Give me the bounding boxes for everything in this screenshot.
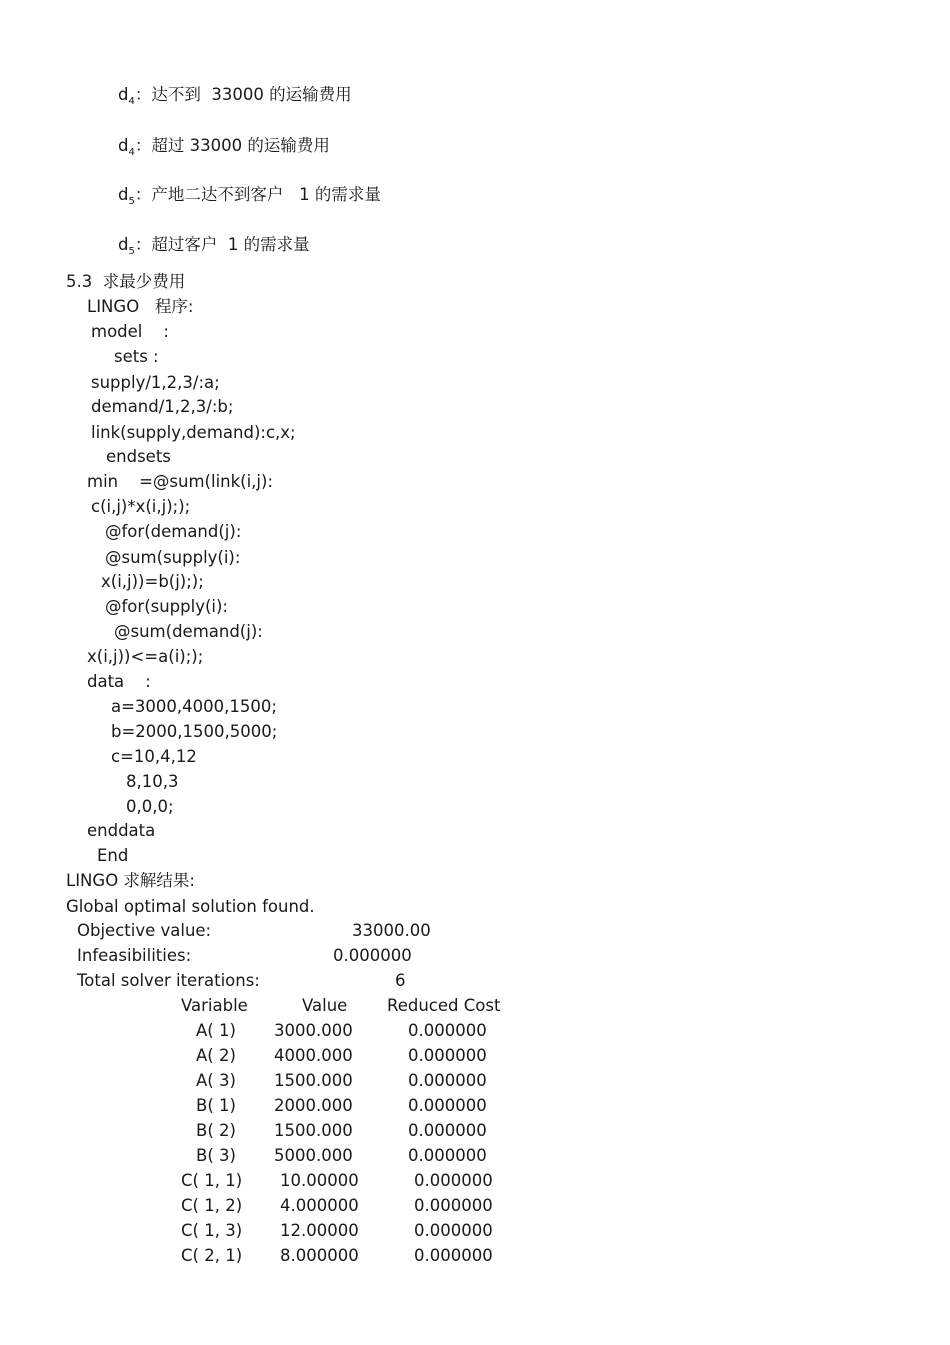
value-cell: 12.00000 xyxy=(280,1221,359,1240)
result-status: Global optimal solution found. xyxy=(66,897,315,916)
variable-cell: C( 2, 1) xyxy=(181,1246,243,1265)
definition-subscript: 5 xyxy=(128,196,135,207)
summary-value: 33000.00 xyxy=(352,921,431,940)
reduced-cost-cell: 0.000000 xyxy=(408,1096,487,1115)
table-header-variable: Variable xyxy=(181,996,248,1015)
code-line: min =@sum(link(i,j): xyxy=(87,472,274,491)
definition-line xyxy=(118,136,330,159)
definition-text: 产地二达不到客户 1 的需求量 xyxy=(151,185,381,204)
variable-cell: B( 1) xyxy=(196,1096,236,1115)
reduced-cost-cell: 0.000000 xyxy=(408,1021,487,1040)
definition-text: 超过客户 1 的需求量 xyxy=(151,235,310,254)
variable-cell: A( 3) xyxy=(196,1071,236,1090)
program-label: LINGO 程序: xyxy=(87,297,194,316)
code-line: x(i,j))=b(j);); xyxy=(101,572,204,591)
code-line: 0,0,0; xyxy=(126,797,174,816)
definition-separator: ： xyxy=(134,185,152,204)
summary-value: 6 xyxy=(395,971,406,990)
table-header-reduced-cost: Reduced Cost xyxy=(387,996,501,1015)
code-line: x(i,j))<=a(i);); xyxy=(87,647,204,666)
summary-label: Total solver iterations: xyxy=(77,971,260,990)
definition-symbol: d xyxy=(118,185,129,204)
variable-cell: A( 2) xyxy=(196,1046,236,1065)
code-line: @for(demand(j): xyxy=(105,522,242,541)
definition-line xyxy=(118,185,381,208)
code-line: sets : xyxy=(114,347,159,366)
code-line: b=2000,1500,5000; xyxy=(111,722,278,741)
summary-label: Objective value: xyxy=(77,921,212,940)
definition-text: 达不到 33000 的运输费用 xyxy=(151,85,352,104)
result-label: LINGO 求解结果: xyxy=(66,871,195,890)
variable-cell: C( 1, 2) xyxy=(181,1196,243,1215)
definition-subscript: 4 xyxy=(128,147,135,158)
value-cell: 10.00000 xyxy=(280,1171,359,1190)
variable-cell: C( 1, 3) xyxy=(181,1221,243,1240)
reduced-cost-cell: 0.000000 xyxy=(408,1046,487,1065)
reduced-cost-cell: 0.000000 xyxy=(414,1196,493,1215)
reduced-cost-cell: 0.000000 xyxy=(414,1221,493,1240)
code-line: data : xyxy=(87,672,151,691)
code-line: c(i,j)*x(i,j);); xyxy=(91,497,191,516)
value-cell: 2000.000 xyxy=(274,1096,353,1115)
definition-symbol: d xyxy=(118,136,129,155)
value-cell: 4000.000 xyxy=(274,1046,353,1065)
definition-separator: ： xyxy=(134,85,152,104)
code-line: @for(supply(i): xyxy=(105,597,228,616)
code-line: @sum(supply(i): xyxy=(105,548,241,567)
value-cell: 3000.000 xyxy=(274,1021,353,1040)
value-cell: 5000.000 xyxy=(274,1146,353,1165)
code-line: c=10,4,12 xyxy=(111,747,197,766)
code-line: enddata xyxy=(87,821,156,840)
variable-cell: B( 2) xyxy=(196,1121,236,1140)
code-line: a=3000,4000,1500; xyxy=(111,697,277,716)
variable-cell: A( 1) xyxy=(196,1021,236,1040)
reduced-cost-cell: 0.000000 xyxy=(414,1171,493,1190)
definition-line xyxy=(118,85,352,108)
code-line: 8,10,3 xyxy=(126,772,179,791)
code-line: endsets xyxy=(106,447,171,466)
code-line: supply/1,2,3/:a; xyxy=(91,373,220,392)
value-cell: 1500.000 xyxy=(274,1121,353,1140)
definition-line xyxy=(118,235,310,258)
value-cell: 8.000000 xyxy=(280,1246,359,1265)
code-line: demand/1,2,3/:b; xyxy=(91,397,234,416)
reduced-cost-cell: 0.000000 xyxy=(408,1071,487,1090)
definition-symbol: d xyxy=(118,235,129,254)
value-cell: 4.000000 xyxy=(280,1196,359,1215)
table-header-value: Value xyxy=(302,996,348,1015)
variable-cell: B( 3) xyxy=(196,1146,236,1165)
definition-separator: ： xyxy=(134,235,152,254)
summary-label: Infeasibilities: xyxy=(77,946,192,965)
summary-value: 0.000000 xyxy=(333,946,412,965)
reduced-cost-cell: 0.000000 xyxy=(408,1146,487,1165)
definition-subscript: 4 xyxy=(128,96,135,107)
value-cell: 1500.000 xyxy=(274,1071,353,1090)
reduced-cost-cell: 0.000000 xyxy=(414,1246,493,1265)
definition-text: 超过 33000 的运输费用 xyxy=(151,136,330,155)
variable-cell: C( 1, 1) xyxy=(181,1171,243,1190)
section-heading: 5.3 求最少费用 xyxy=(66,272,186,291)
code-line: End xyxy=(97,846,129,865)
code-line: @sum(demand(j): xyxy=(114,622,263,641)
code-line: model : xyxy=(91,322,169,341)
definition-symbol: d xyxy=(118,85,129,104)
definition-subscript: 5 xyxy=(128,246,135,257)
definition-separator: ： xyxy=(134,136,152,155)
code-line: link(supply,demand):c,x; xyxy=(91,423,296,442)
reduced-cost-cell: 0.000000 xyxy=(408,1121,487,1140)
